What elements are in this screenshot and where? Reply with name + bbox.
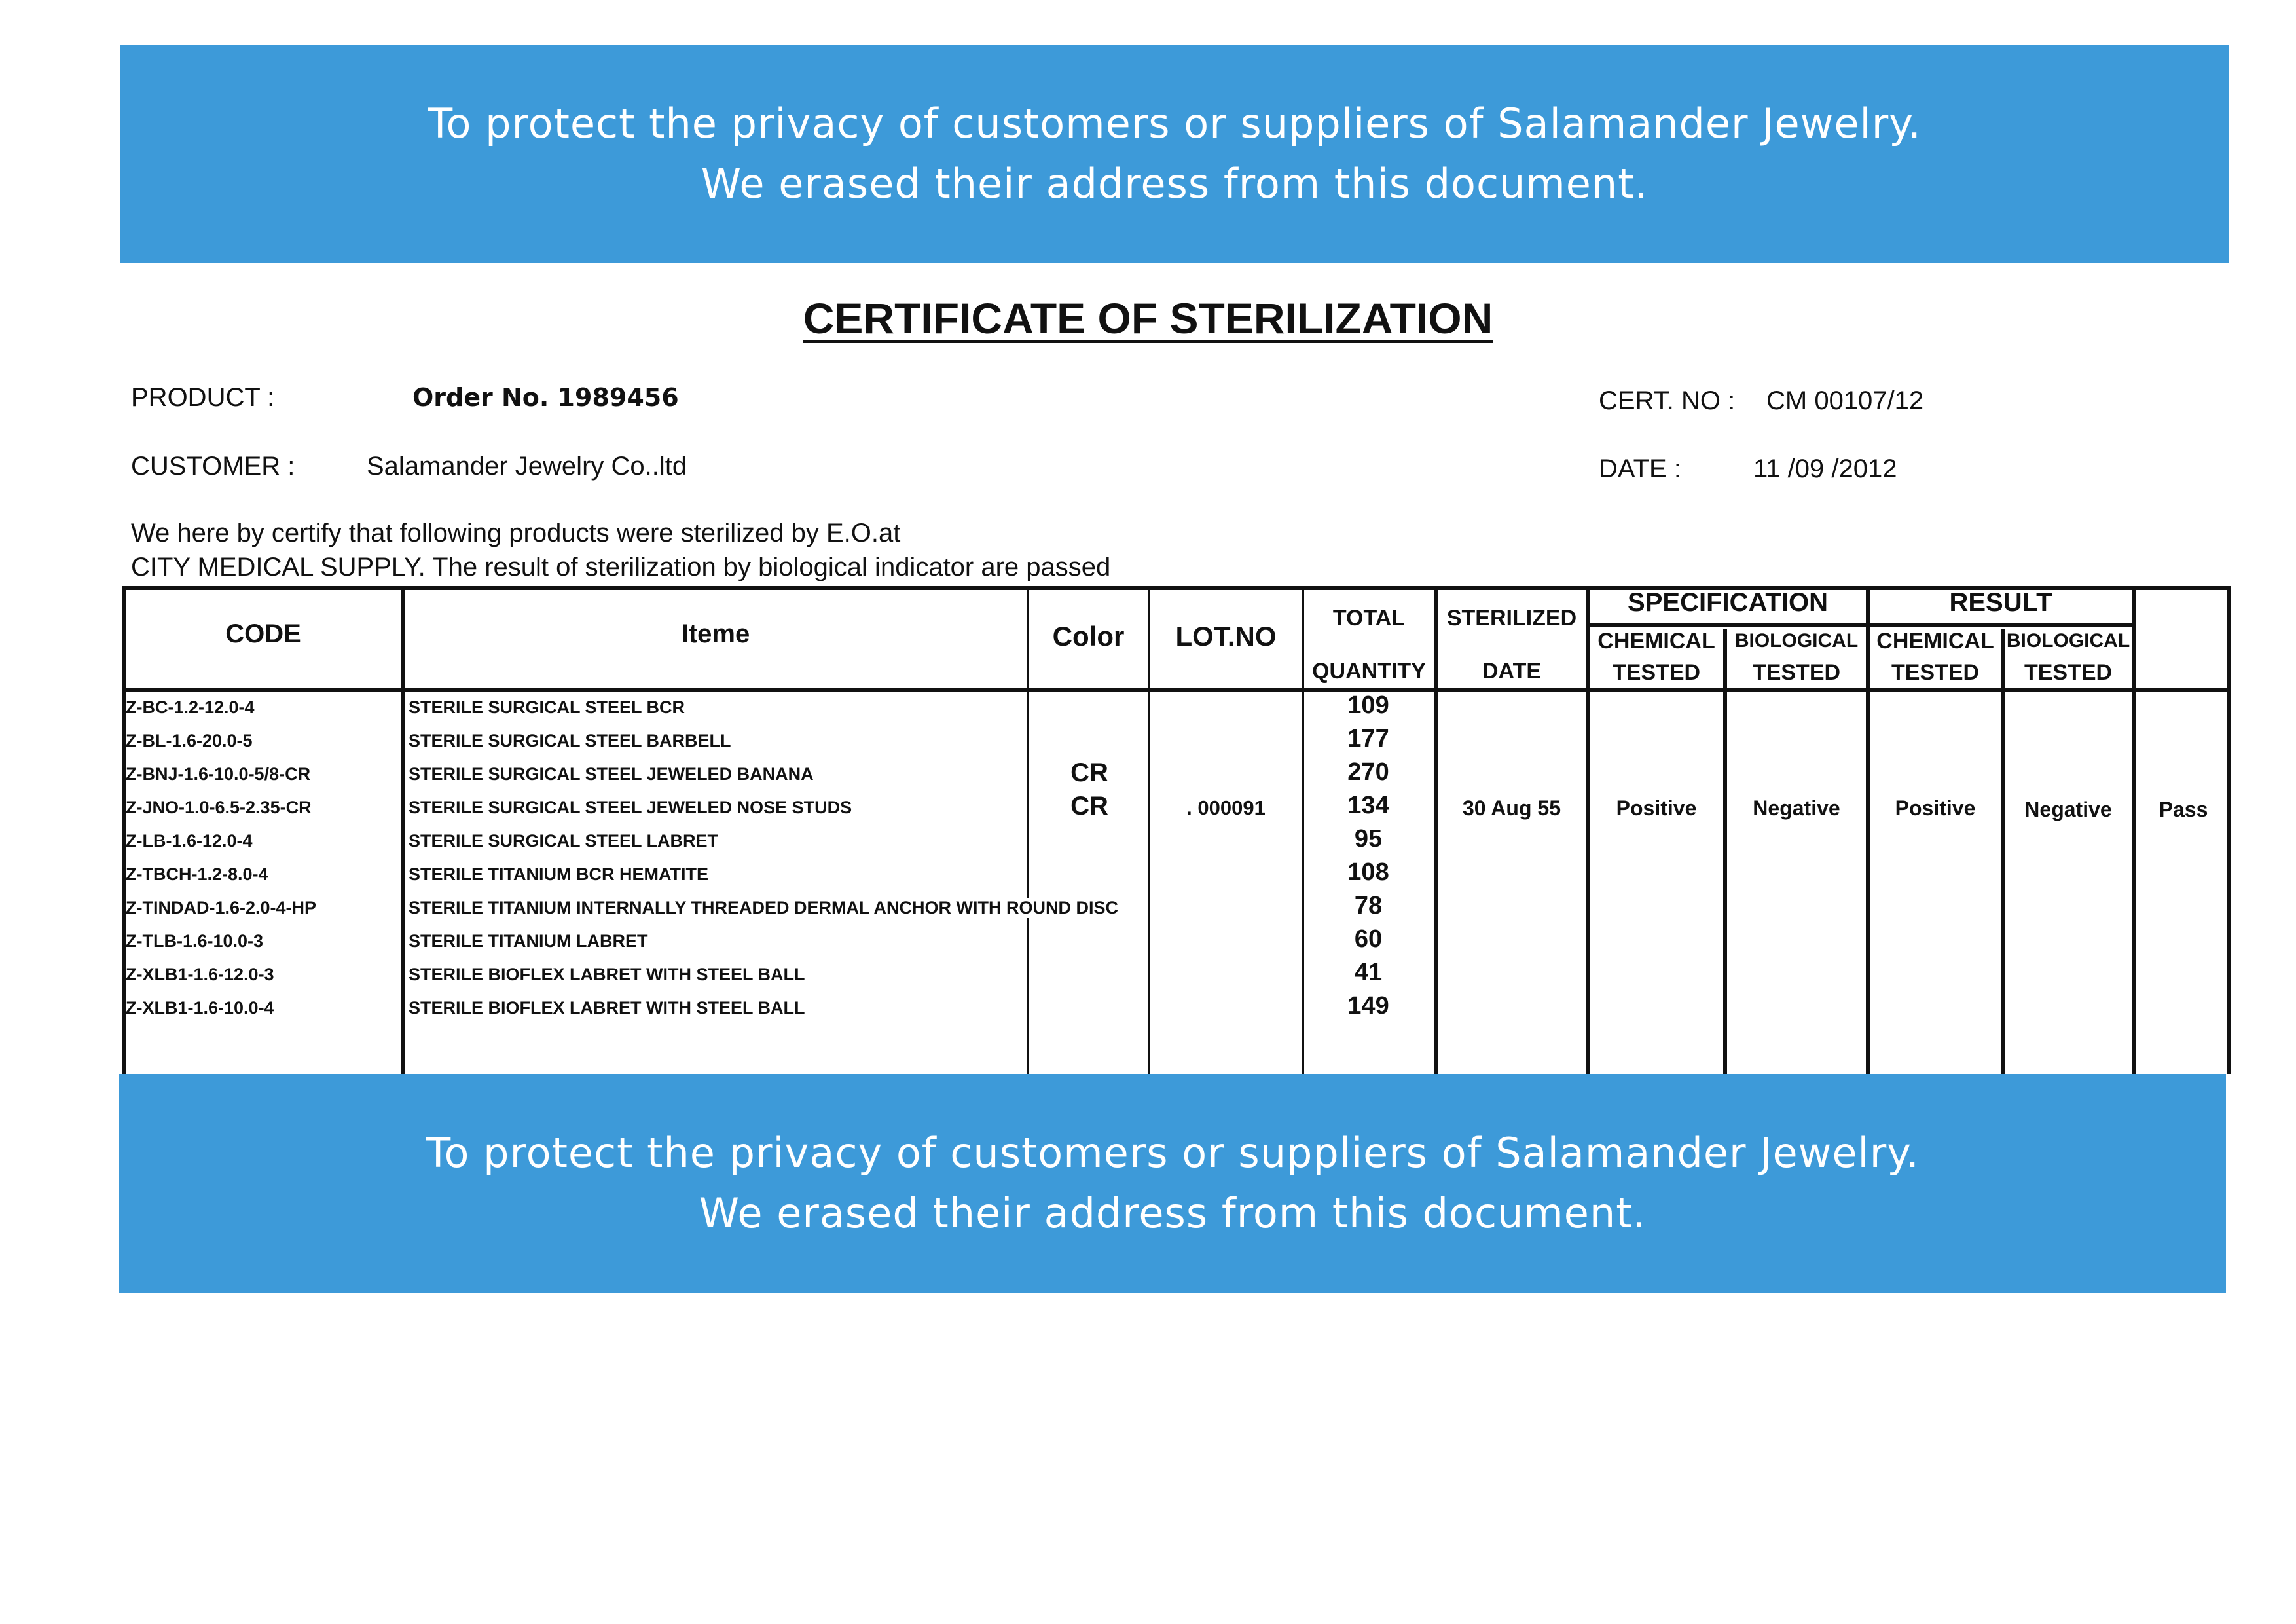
privacy-line-1: To protect the privacy of customers or suppliers of Salamander Jewelry. [426, 1129, 1920, 1177]
col-divider [2001, 629, 2005, 1074]
row-qty: 109 [1347, 692, 1389, 719]
row-item: STERILE SURGICAL STEEL BCR [409, 697, 685, 717]
document-title [0, 293, 2296, 343]
row-code: Z-JNO-1.0-6.5-2.35-CR [126, 798, 312, 817]
row-code: Z-TLB-1.6-10.0-3 [126, 931, 264, 951]
col-divider [401, 586, 405, 1074]
header-result-chemical: CHEMICAL [1876, 629, 1994, 654]
header-spec-chemical-tested: TESTED [1612, 660, 1701, 685]
header-code: CODE [225, 619, 301, 648]
row-qty: 270 [1347, 758, 1389, 786]
privacy-line-2: We erased their address from this document. [699, 1189, 1647, 1237]
cert-no-value: CM 00107/12 [1766, 386, 1924, 415]
header-spec-biological: BIOLOGICAL [1734, 630, 1859, 652]
header-result: RESULT [1949, 588, 2052, 617]
row-item: STERILE TITANIUM LABRET [409, 931, 648, 951]
color-value: CR [1070, 758, 1108, 787]
row-qty: 149 [1347, 992, 1389, 1020]
group-header-divider [1586, 623, 2136, 627]
customer-label: CUSTOMER : [131, 452, 295, 481]
row-qty: 78 [1354, 892, 1383, 919]
row-item: STERILE SURGICAL STEEL BARBELL [409, 731, 731, 750]
col-divider [2132, 586, 2136, 1074]
product-value: Order No. 1989456 [412, 383, 679, 412]
statement-line-1: We here by certify that following products were sterilized by E.O.at [131, 519, 901, 547]
result-biological-value: Negative [2024, 798, 2112, 821]
row-qty: 108 [1347, 858, 1389, 886]
final-result-value: Pass [2159, 798, 2208, 821]
row-qty: 60 [1354, 925, 1383, 953]
color-value: CR [1070, 792, 1108, 821]
row-code: Z-BNJ-1.6-10.0-5/8-CR [126, 764, 311, 784]
header-total: TOTAL [1332, 606, 1406, 631]
date-label: DATE : [1599, 454, 1681, 483]
col-divider [1866, 586, 1870, 1074]
row-item: STERILE TITANIUM BCR HEMATITE [409, 864, 708, 884]
col-divider [1148, 586, 1150, 1074]
row-code: Z-TINDAD-1.6-2.0-4-HP [126, 898, 317, 917]
customer-value: Salamander Jewelry Co..ltd [367, 452, 687, 481]
row-qty: 95 [1354, 825, 1383, 853]
row-code: Z-BL-1.6-20.0-5 [126, 731, 253, 750]
header-quantity: QUANTITY [1312, 659, 1426, 684]
product-label: PRODUCT : [131, 383, 275, 412]
header-sterilized: STERILIZED [1446, 606, 1577, 631]
privacy-banner-bottom [119, 1074, 2226, 1293]
col-divider [1586, 586, 1590, 1074]
header-result-chemical-tested: TESTED [1891, 660, 1980, 685]
header-result-biological-tested: TESTED [2024, 660, 2113, 685]
spec-biological-value: Negative [1753, 796, 1840, 820]
row-code: Z-XLB1-1.6-10.0-4 [126, 998, 274, 1018]
header-date: DATE [1482, 659, 1542, 684]
row-item: STERILE BIOFLEX LABRET WITH STEEL BALL [409, 998, 805, 1018]
row-item: STERILE TITANIUM INTERNALLY THREADED DERMAL ANCHOR WITH ROUND DISC [409, 898, 1122, 918]
header-spec-biological-tested: TESTED [1752, 660, 1841, 685]
result-chemical-value: Positive [1895, 796, 1976, 820]
row-code: Z-LB-1.6-12.0-4 [126, 831, 253, 851]
row-item: STERILE SURGICAL STEEL LABRET [409, 831, 719, 851]
row-item: STERILE SURGICAL STEEL JEWELED BANANA [409, 764, 814, 784]
header-spec-chemical: CHEMICAL [1597, 629, 1715, 654]
col-divider [1027, 586, 1029, 1074]
header-lot-no: LOT.NO [1175, 621, 1277, 652]
header-result-biological: BIOLOGICAL [2006, 630, 2130, 652]
row-code: Z-BC-1.2-12.0-4 [126, 697, 255, 717]
row-qty: 134 [1347, 792, 1389, 819]
privacy-line-2: We erased their address from this document. [701, 160, 1649, 208]
col-divider [1723, 629, 1727, 1074]
cert-no-label: CERT. NO : [1599, 386, 1736, 415]
header-specification: SPECIFICATION [1628, 588, 1828, 617]
sterilized-date-value: 30 Aug 55 [1463, 796, 1561, 820]
spec-chemical-value: Positive [1616, 796, 1697, 820]
header-item: Iteme [681, 619, 750, 648]
row-code: Z-XLB1-1.6-12.0-3 [126, 965, 274, 984]
document-title-text: CERTIFICATE OF STERILIZATION [803, 294, 1493, 342]
row-qty: 177 [1347, 725, 1389, 752]
statement-line-2: CITY MEDICAL SUPPLY. The result of sterilization by biological indicator are passed [131, 553, 1111, 581]
date-value: 11 /09 /2012 [1753, 454, 1897, 483]
lot-no-value: . 000091 [1186, 796, 1266, 819]
row-item: STERILE SURGICAL STEEL JEWELED NOSE STUDS [409, 798, 852, 817]
row-code: Z-TBCH-1.2-8.0-4 [126, 864, 268, 884]
privacy-line-1: To protect the privacy of customers or suppliers of Salamander Jewelry. [428, 100, 1922, 147]
row-qty: 41 [1354, 959, 1383, 986]
header-color: Color [1052, 621, 1125, 652]
header-divider [122, 688, 2231, 692]
row-item: STERILE BIOFLEX LABRET WITH STEEL BALL [409, 965, 805, 984]
privacy-banner-top [120, 45, 2229, 263]
